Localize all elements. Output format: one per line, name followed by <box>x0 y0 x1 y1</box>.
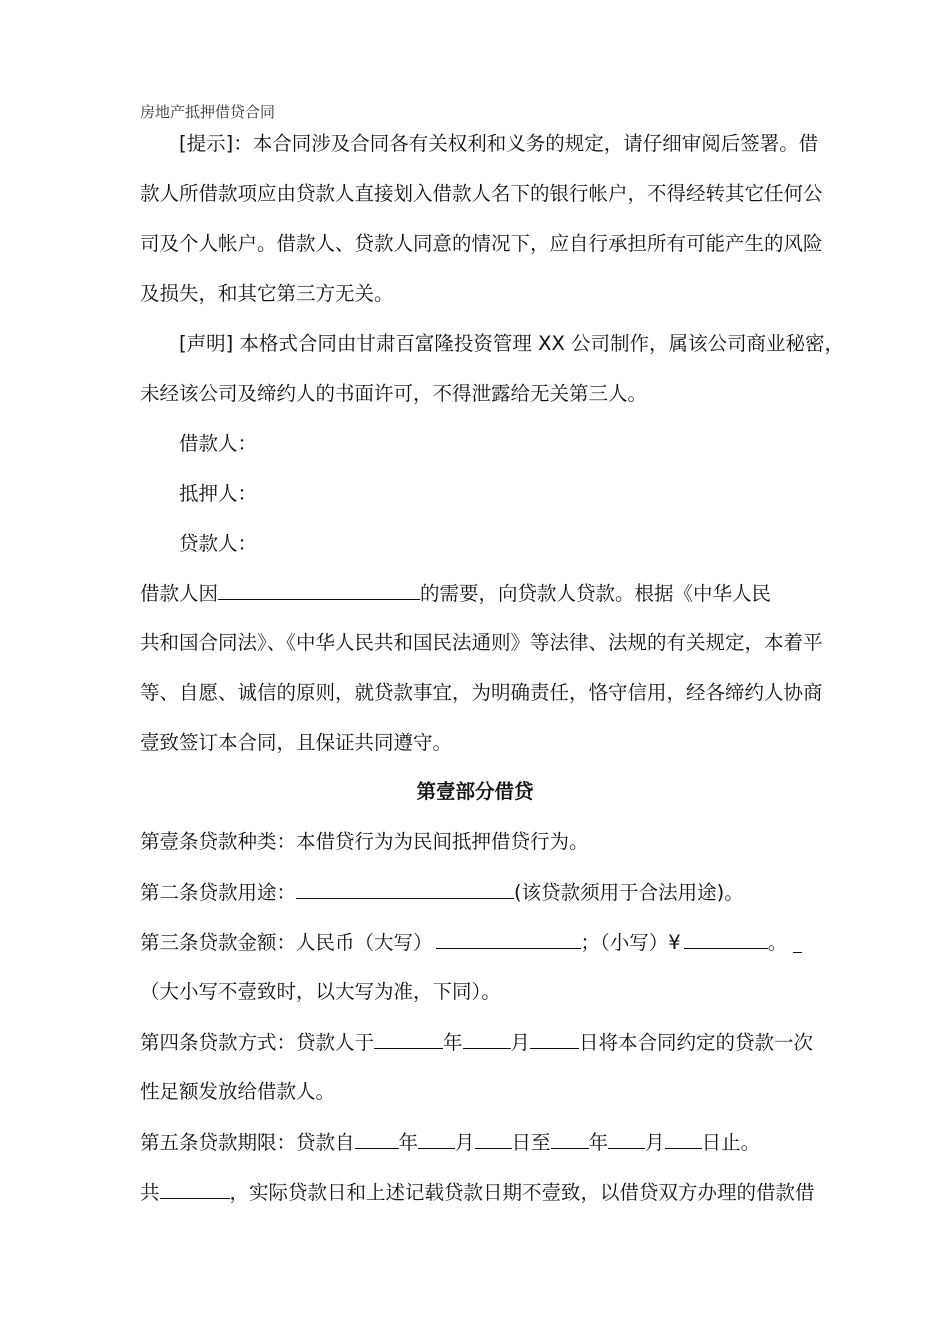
article-5-line-2 <box>140 1179 815 1206</box>
article-5 <box>140 1129 760 1156</box>
article-3-line-2: （大小写不壹致时，以大写为准，下同）。 <box>140 980 501 1003</box>
article-5-rest: ，实际贷款日和上述记载贷款日期不壹致，以借贷双方办理的借款借 <box>229 1181 815 1204</box>
lender-label: 贷款人： <box>179 532 258 555</box>
term-length-blank[interactable] <box>160 1179 230 1199</box>
preamble-line-4: 壹致签订本合同，且保证共同遵守。 <box>140 731 453 754</box>
document-title: 房地产抵押借贷合同 <box>140 103 276 121</box>
loan-reason-blank[interactable] <box>218 580 420 600</box>
disburse-day-blank[interactable] <box>530 1029 579 1049</box>
start-month-blank[interactable] <box>418 1129 455 1149</box>
article-2 <box>140 879 744 906</box>
amount-lowercase-blank[interactable] <box>684 929 768 949</box>
article-3-end: 。 <box>767 931 788 954</box>
article-5-year: 年 <box>398 1131 419 1154</box>
preamble-line-3: 等、自愿、诚信的原则，就贷款事宜，为明确责任，恪守信用，经各缔约人协商 <box>140 681 823 704</box>
article-5-gong: 共 <box>140 1181 160 1204</box>
article-5-month: 月 <box>455 1131 475 1154</box>
preamble-text-1: 借款人因 <box>140 582 219 605</box>
loan-purpose-blank[interactable] <box>296 879 514 899</box>
article-4-year: 年 <box>443 1031 463 1054</box>
article-4 <box>140 1029 813 1056</box>
article-5-month-2: 月 <box>645 1131 665 1154</box>
notice-line-2: 款人所借款项应由贷款人直接划入借款人名下的银行帐户，不得经转其它任何公 <box>140 182 823 205</box>
article-3-small-label: ；（小写）¥ <box>580 931 681 954</box>
article-5-year-2: 年 <box>588 1131 609 1154</box>
end-year-blank[interactable] <box>551 1129 589 1149</box>
mortgagor-label: 抵押人： <box>179 482 258 505</box>
start-day-blank[interactable] <box>475 1129 512 1149</box>
disburse-month-blank[interactable] <box>463 1029 511 1049</box>
notice-line-3: 司及个人帐户。借款人、贷款人同意的情况下，应自行承担所有可能产生的风险 <box>140 232 823 255</box>
statement-line-1: [声明] 本格式合同由甘肃百富隆投资管理 XX 公司制作，属该公司商业秘密， <box>179 332 845 355</box>
preamble-text-2: 的需要，向贷款人贷款。根据《中华人民 <box>420 582 772 605</box>
article-3 <box>140 929 802 956</box>
article-4-month: 月 <box>510 1031 531 1054</box>
article-2-note: (该贷款须用于合法用途)。 <box>514 881 744 904</box>
article-5-day-end: 日止。 <box>701 1131 761 1154</box>
end-day-blank[interactable] <box>665 1129 702 1149</box>
preamble-line-1 <box>140 580 771 607</box>
article-4-day-text: 日将本合同约定的贷款一次 <box>579 1031 814 1054</box>
amount-uppercase-blank[interactable] <box>436 929 581 949</box>
article-5-day-to: 日至 <box>511 1131 551 1154</box>
article-4-label: 第四条贷款方式：贷款人于 <box>140 1031 375 1054</box>
end-month-blank[interactable] <box>608 1129 645 1149</box>
start-year-blank[interactable] <box>355 1129 399 1149</box>
trailing-blank <box>793 933 802 953</box>
article-4-line-2: 性足额发放给借款人。 <box>140 1080 336 1103</box>
article-3-label: 第三条贷款金额：人民币（大写） <box>140 931 433 954</box>
notice-line-4: 及损失，和其它第三方无关。 <box>140 282 394 305</box>
article-1: 第壹条贷款种类：本借贷行为为民间抵押借贷行为。 <box>140 830 589 853</box>
preamble-line-2: 共和国合同法》、《中华人民共和国民法通则》等法律、法规的有关规定，本着平 <box>140 631 823 654</box>
disburse-year-blank[interactable] <box>374 1029 443 1049</box>
borrower-label: 借款人： <box>179 432 258 455</box>
section-title: 第壹部分借贷 <box>416 780 534 803</box>
article-2-label: 第二条贷款用途： <box>140 881 297 904</box>
notice-line-1: [提示]：本合同涉及合同各有关权利和义务的规定，请仔细审阅后签署。借 <box>179 132 819 155</box>
article-5-label: 第五条贷款期限：贷款自 <box>140 1131 355 1154</box>
statement-line-2: 未经该公司及缔约人的书面许可，不得泄露给无关第三人。 <box>140 382 648 405</box>
